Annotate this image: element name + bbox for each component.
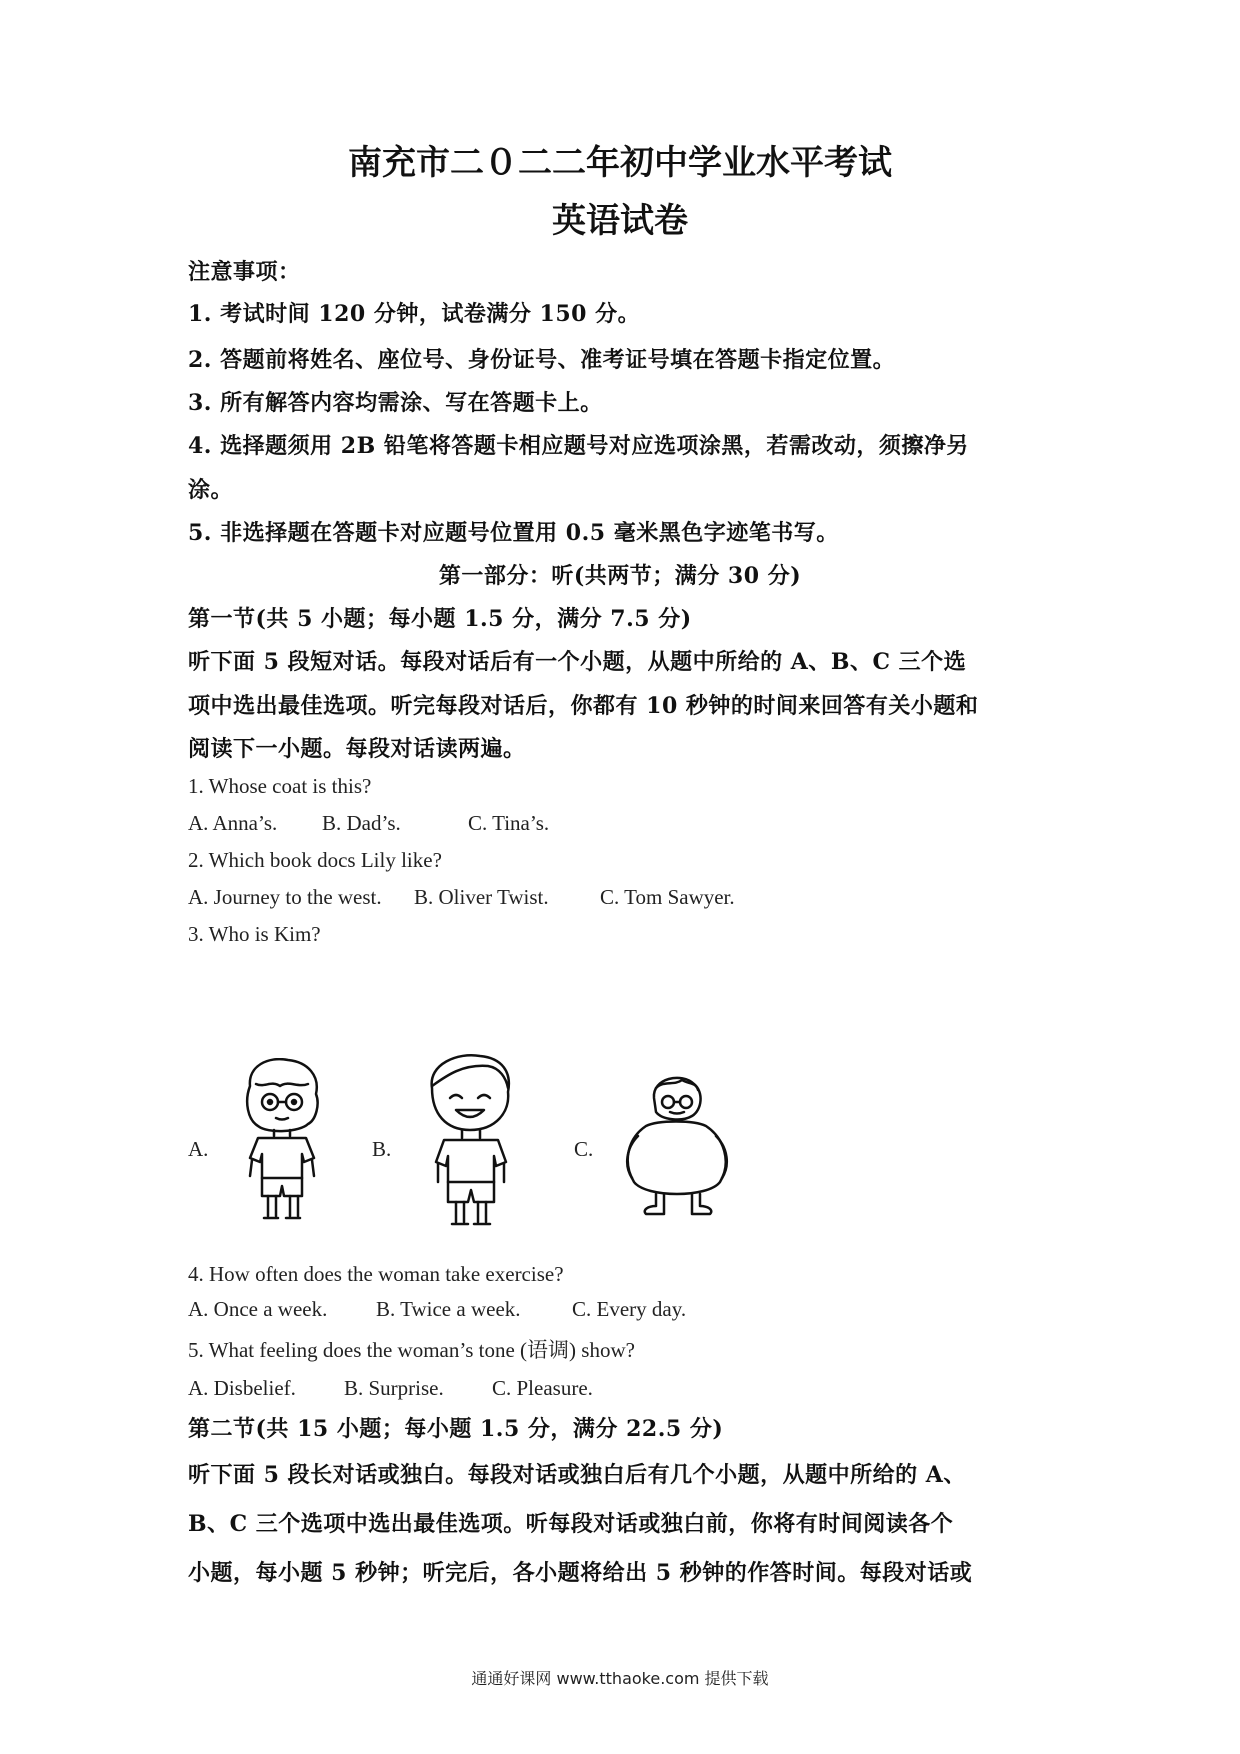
question-1: 1. Whose coat is this? <box>188 774 372 798</box>
option-c: C. Tina’s. <box>468 811 550 835</box>
note-item: 5. 非选择题在答题卡对应题号位置用 0.5 毫米黑色字迹笔书写。 <box>188 520 839 546</box>
option-a: A. <box>188 1137 209 1161</box>
question-4: 4. How often does the woman take exercise? <box>188 1262 564 1286</box>
smiling-boy-icon <box>410 1050 530 1235</box>
note-item: 1. 考试时间 120 分钟，试卷满分 150 分。 <box>188 301 641 327</box>
note-item: 3. 所有解答内容均需涂、写在答题卡上。 <box>188 390 603 416</box>
option-b: B. Oliver Twist. <box>414 885 549 909</box>
fat-man-with-glasses-icon <box>612 1070 742 1220</box>
boy-with-glasses-icon <box>228 1058 338 1228</box>
option-a: A. Journey to the west. <box>188 885 382 909</box>
part1-heading: 第一部分：听(共两节；满分 30 分) <box>438 563 802 589</box>
exam-subtitle: 英语试卷 <box>552 201 688 241</box>
question-3: 3. Who is Kim? <box>188 922 321 946</box>
option-b: B. Twice a week. <box>376 1297 521 1321</box>
option-b: B. Dad’s. <box>322 811 401 835</box>
section1-heading: 第一节(共 5 小题；每小题 1.5 分，满分 7.5 分) <box>188 606 692 632</box>
notes-heading: 注意事项： <box>188 259 301 285</box>
section2-instruction: 小题，每小题 5 秒钟；听完后，各小题将给出 5 秒钟的作答时间。每段对话或 <box>188 1560 973 1586</box>
option-c: C. Tom Sawyer. <box>600 885 735 909</box>
section1-instruction: 听下面 5 段短对话。每段对话后有一个小题，从题中所给的 A、B、C 三个选 <box>188 649 967 675</box>
option-a: A. Disbelief. <box>188 1376 296 1400</box>
option-c: C. <box>574 1137 594 1161</box>
option-c: C. Pleasure. <box>492 1376 593 1400</box>
option-a: A. Once a week. <box>188 1297 328 1321</box>
note-item: 2. 答题前将姓名、座位号、身份证号、准考证号填在答题卡指定位置。 <box>188 347 896 373</box>
option-b: B. Surprise. <box>344 1376 444 1400</box>
note-item: 涂。 <box>188 477 234 503</box>
section2-heading: 第二节(共 15 小题；每小题 1.5 分，满分 22.5 分) <box>188 1416 724 1442</box>
section2-instruction: B、C 三个选项中选出最佳选项。听每段对话或独白前，你将有时间阅读各个 <box>188 1511 954 1537</box>
option-b: B. <box>372 1137 392 1161</box>
footer-watermark: 通通好课网 www.tthaoke.com 提供下载 <box>471 1669 769 1688</box>
question-2: 2. Which book docs Lily like? <box>188 848 442 872</box>
option-a: A. Anna’s. <box>188 811 278 835</box>
note-item: 4. 选择题须用 2B 铅笔将答题卡相应题号对应选项涂黑，若需改动，须擦净另 <box>188 433 969 459</box>
section1-instruction: 项中选出最佳选项。听完每段对话后，你都有 10 秒钟的时间来回答有关小题和 <box>188 693 979 719</box>
section1-instruction: 阅读下一小题。每段对话读两遍。 <box>188 736 526 762</box>
section2-instruction: 听下面 5 段长对话或独白。每段对话或独白后有几个小题，从题中所给的 A、 <box>188 1462 966 1488</box>
question-5: 5. What feeling does the woman’s tone (语调) show? <box>188 1338 635 1362</box>
option-c: C. Every day. <box>572 1297 687 1321</box>
exam-title: 南充市二０二二年初中学业水平考试 <box>348 143 892 183</box>
